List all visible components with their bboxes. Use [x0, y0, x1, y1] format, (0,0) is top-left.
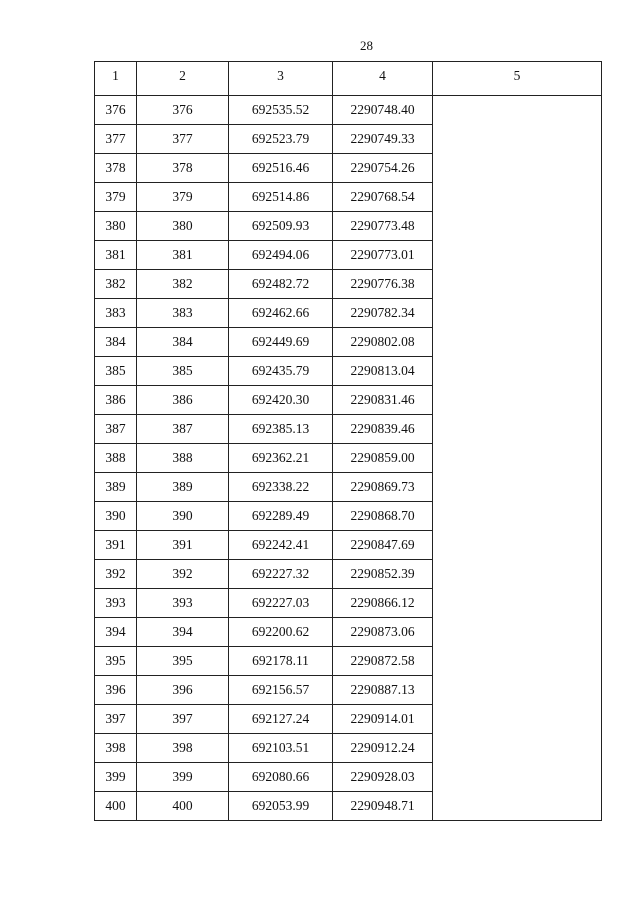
- x-coordinate-cell: 692494.06: [229, 241, 333, 270]
- point-number-cell: 388: [95, 444, 137, 473]
- point-number-cell: 376: [95, 96, 137, 125]
- point-number-cell: 400: [95, 792, 137, 821]
- point-number-cell: 378: [95, 154, 137, 183]
- x-coordinate-cell: 692509.93: [229, 212, 333, 241]
- point-label-cell: 394: [137, 618, 229, 647]
- point-label-cell: 397: [137, 705, 229, 734]
- notes-cell: [433, 96, 602, 821]
- y-coordinate-cell: 2290912.24: [333, 734, 433, 763]
- x-coordinate-cell: 692242.41: [229, 531, 333, 560]
- point-label-cell: 382: [137, 270, 229, 299]
- point-number-cell: 387: [95, 415, 137, 444]
- y-coordinate-cell: 2290748.40: [333, 96, 433, 125]
- y-coordinate-cell: 2290754.26: [333, 154, 433, 183]
- y-coordinate-cell: 2290859.00: [333, 444, 433, 473]
- point-number-cell: 381: [95, 241, 137, 270]
- y-coordinate-cell: 2290887.13: [333, 676, 433, 705]
- x-coordinate-cell: 692362.21: [229, 444, 333, 473]
- y-coordinate-cell: 2290869.73: [333, 473, 433, 502]
- point-number-cell: 392: [95, 560, 137, 589]
- point-number-cell: 398: [95, 734, 137, 763]
- x-coordinate-cell: 692514.86: [229, 183, 333, 212]
- y-coordinate-cell: 2290852.39: [333, 560, 433, 589]
- point-number-cell: 399: [95, 763, 137, 792]
- point-number-cell: 397: [95, 705, 137, 734]
- y-coordinate-cell: 2290928.03: [333, 763, 433, 792]
- column-header-1: 1: [95, 62, 137, 96]
- x-coordinate-cell: 692523.79: [229, 125, 333, 154]
- point-label-cell: 398: [137, 734, 229, 763]
- y-coordinate-cell: 2290773.01: [333, 241, 433, 270]
- point-number-cell: 382: [95, 270, 137, 299]
- x-coordinate-cell: 692127.24: [229, 705, 333, 734]
- x-coordinate-cell: 692462.66: [229, 299, 333, 328]
- x-coordinate-cell: 692178.11: [229, 647, 333, 676]
- y-coordinate-cell: 2290872.58: [333, 647, 433, 676]
- point-number-cell: 389: [95, 473, 137, 502]
- point-label-cell: 381: [137, 241, 229, 270]
- coordinates-table: [94, 61, 602, 821]
- column-header-4: 4: [333, 62, 433, 96]
- point-label-cell: 385: [137, 357, 229, 386]
- column-header-3: 3: [229, 62, 333, 96]
- x-coordinate-cell: 692385.13: [229, 415, 333, 444]
- point-label-cell: 391: [137, 531, 229, 560]
- x-coordinate-cell: 692420.30: [229, 386, 333, 415]
- point-number-cell: 384: [95, 328, 137, 357]
- x-coordinate-cell: 692103.51: [229, 734, 333, 763]
- table-row: [95, 96, 602, 125]
- point-label-cell: 380: [137, 212, 229, 241]
- y-coordinate-cell: 2290776.38: [333, 270, 433, 299]
- point-number-cell: 394: [95, 618, 137, 647]
- x-coordinate-cell: 692080.66: [229, 763, 333, 792]
- table-header-row: [95, 62, 602, 96]
- point-number-cell: 379: [95, 183, 137, 212]
- point-label-cell: 387: [137, 415, 229, 444]
- point-number-cell: 383: [95, 299, 137, 328]
- table-body: [95, 96, 602, 821]
- x-coordinate-cell: 692435.79: [229, 357, 333, 386]
- point-number-cell: 390: [95, 502, 137, 531]
- point-label-cell: 388: [137, 444, 229, 473]
- y-coordinate-cell: 2290948.71: [333, 792, 433, 821]
- x-coordinate-cell: 692338.22: [229, 473, 333, 502]
- y-coordinate-cell: 2290802.08: [333, 328, 433, 357]
- x-coordinate-cell: 692200.62: [229, 618, 333, 647]
- y-coordinate-cell: 2290839.46: [333, 415, 433, 444]
- x-coordinate-cell: 692227.32: [229, 560, 333, 589]
- x-coordinate-cell: 692053.99: [229, 792, 333, 821]
- point-label-cell: 384: [137, 328, 229, 357]
- y-coordinate-cell: 2290813.04: [333, 357, 433, 386]
- x-coordinate-cell: 692289.49: [229, 502, 333, 531]
- point-label-cell: 396: [137, 676, 229, 705]
- point-label-cell: 378: [137, 154, 229, 183]
- point-number-cell: 380: [95, 212, 137, 241]
- column-header-5: 5: [433, 62, 602, 96]
- y-coordinate-cell: 2290866.12: [333, 589, 433, 618]
- x-coordinate-cell: 692449.69: [229, 328, 333, 357]
- point-number-cell: 386: [95, 386, 137, 415]
- page-number: 28: [360, 38, 373, 53]
- column-header-2: 2: [137, 62, 229, 96]
- y-coordinate-cell: 2290749.33: [333, 125, 433, 154]
- point-number-cell: 393: [95, 589, 137, 618]
- x-coordinate-cell: 692227.03: [229, 589, 333, 618]
- point-label-cell: 400: [137, 792, 229, 821]
- point-label-cell: 379: [137, 183, 229, 212]
- point-label-cell: 386: [137, 386, 229, 415]
- point-label-cell: 392: [137, 560, 229, 589]
- x-coordinate-cell: 692482.72: [229, 270, 333, 299]
- point-label-cell: 393: [137, 589, 229, 618]
- point-label-cell: 383: [137, 299, 229, 328]
- y-coordinate-cell: 2290773.48: [333, 212, 433, 241]
- y-coordinate-cell: 2290768.54: [333, 183, 433, 212]
- point-label-cell: 390: [137, 502, 229, 531]
- y-coordinate-cell: 2290831.46: [333, 386, 433, 415]
- point-number-cell: 391: [95, 531, 137, 560]
- point-label-cell: 395: [137, 647, 229, 676]
- point-number-cell: 396: [95, 676, 137, 705]
- y-coordinate-cell: 2290782.34: [333, 299, 433, 328]
- x-coordinate-cell: 692516.46: [229, 154, 333, 183]
- point-label-cell: 389: [137, 473, 229, 502]
- point-label-cell: 377: [137, 125, 229, 154]
- y-coordinate-cell: 2290873.06: [333, 618, 433, 647]
- y-coordinate-cell: 2290914.01: [333, 705, 433, 734]
- point-label-cell: 399: [137, 763, 229, 792]
- point-number-cell: 377: [95, 125, 137, 154]
- x-coordinate-cell: 692535.52: [229, 96, 333, 125]
- point-number-cell: 385: [95, 357, 137, 386]
- point-number-cell: 395: [95, 647, 137, 676]
- x-coordinate-cell: 692156.57: [229, 676, 333, 705]
- y-coordinate-cell: 2290868.70: [333, 502, 433, 531]
- point-label-cell: 376: [137, 96, 229, 125]
- y-coordinate-cell: 2290847.69: [333, 531, 433, 560]
